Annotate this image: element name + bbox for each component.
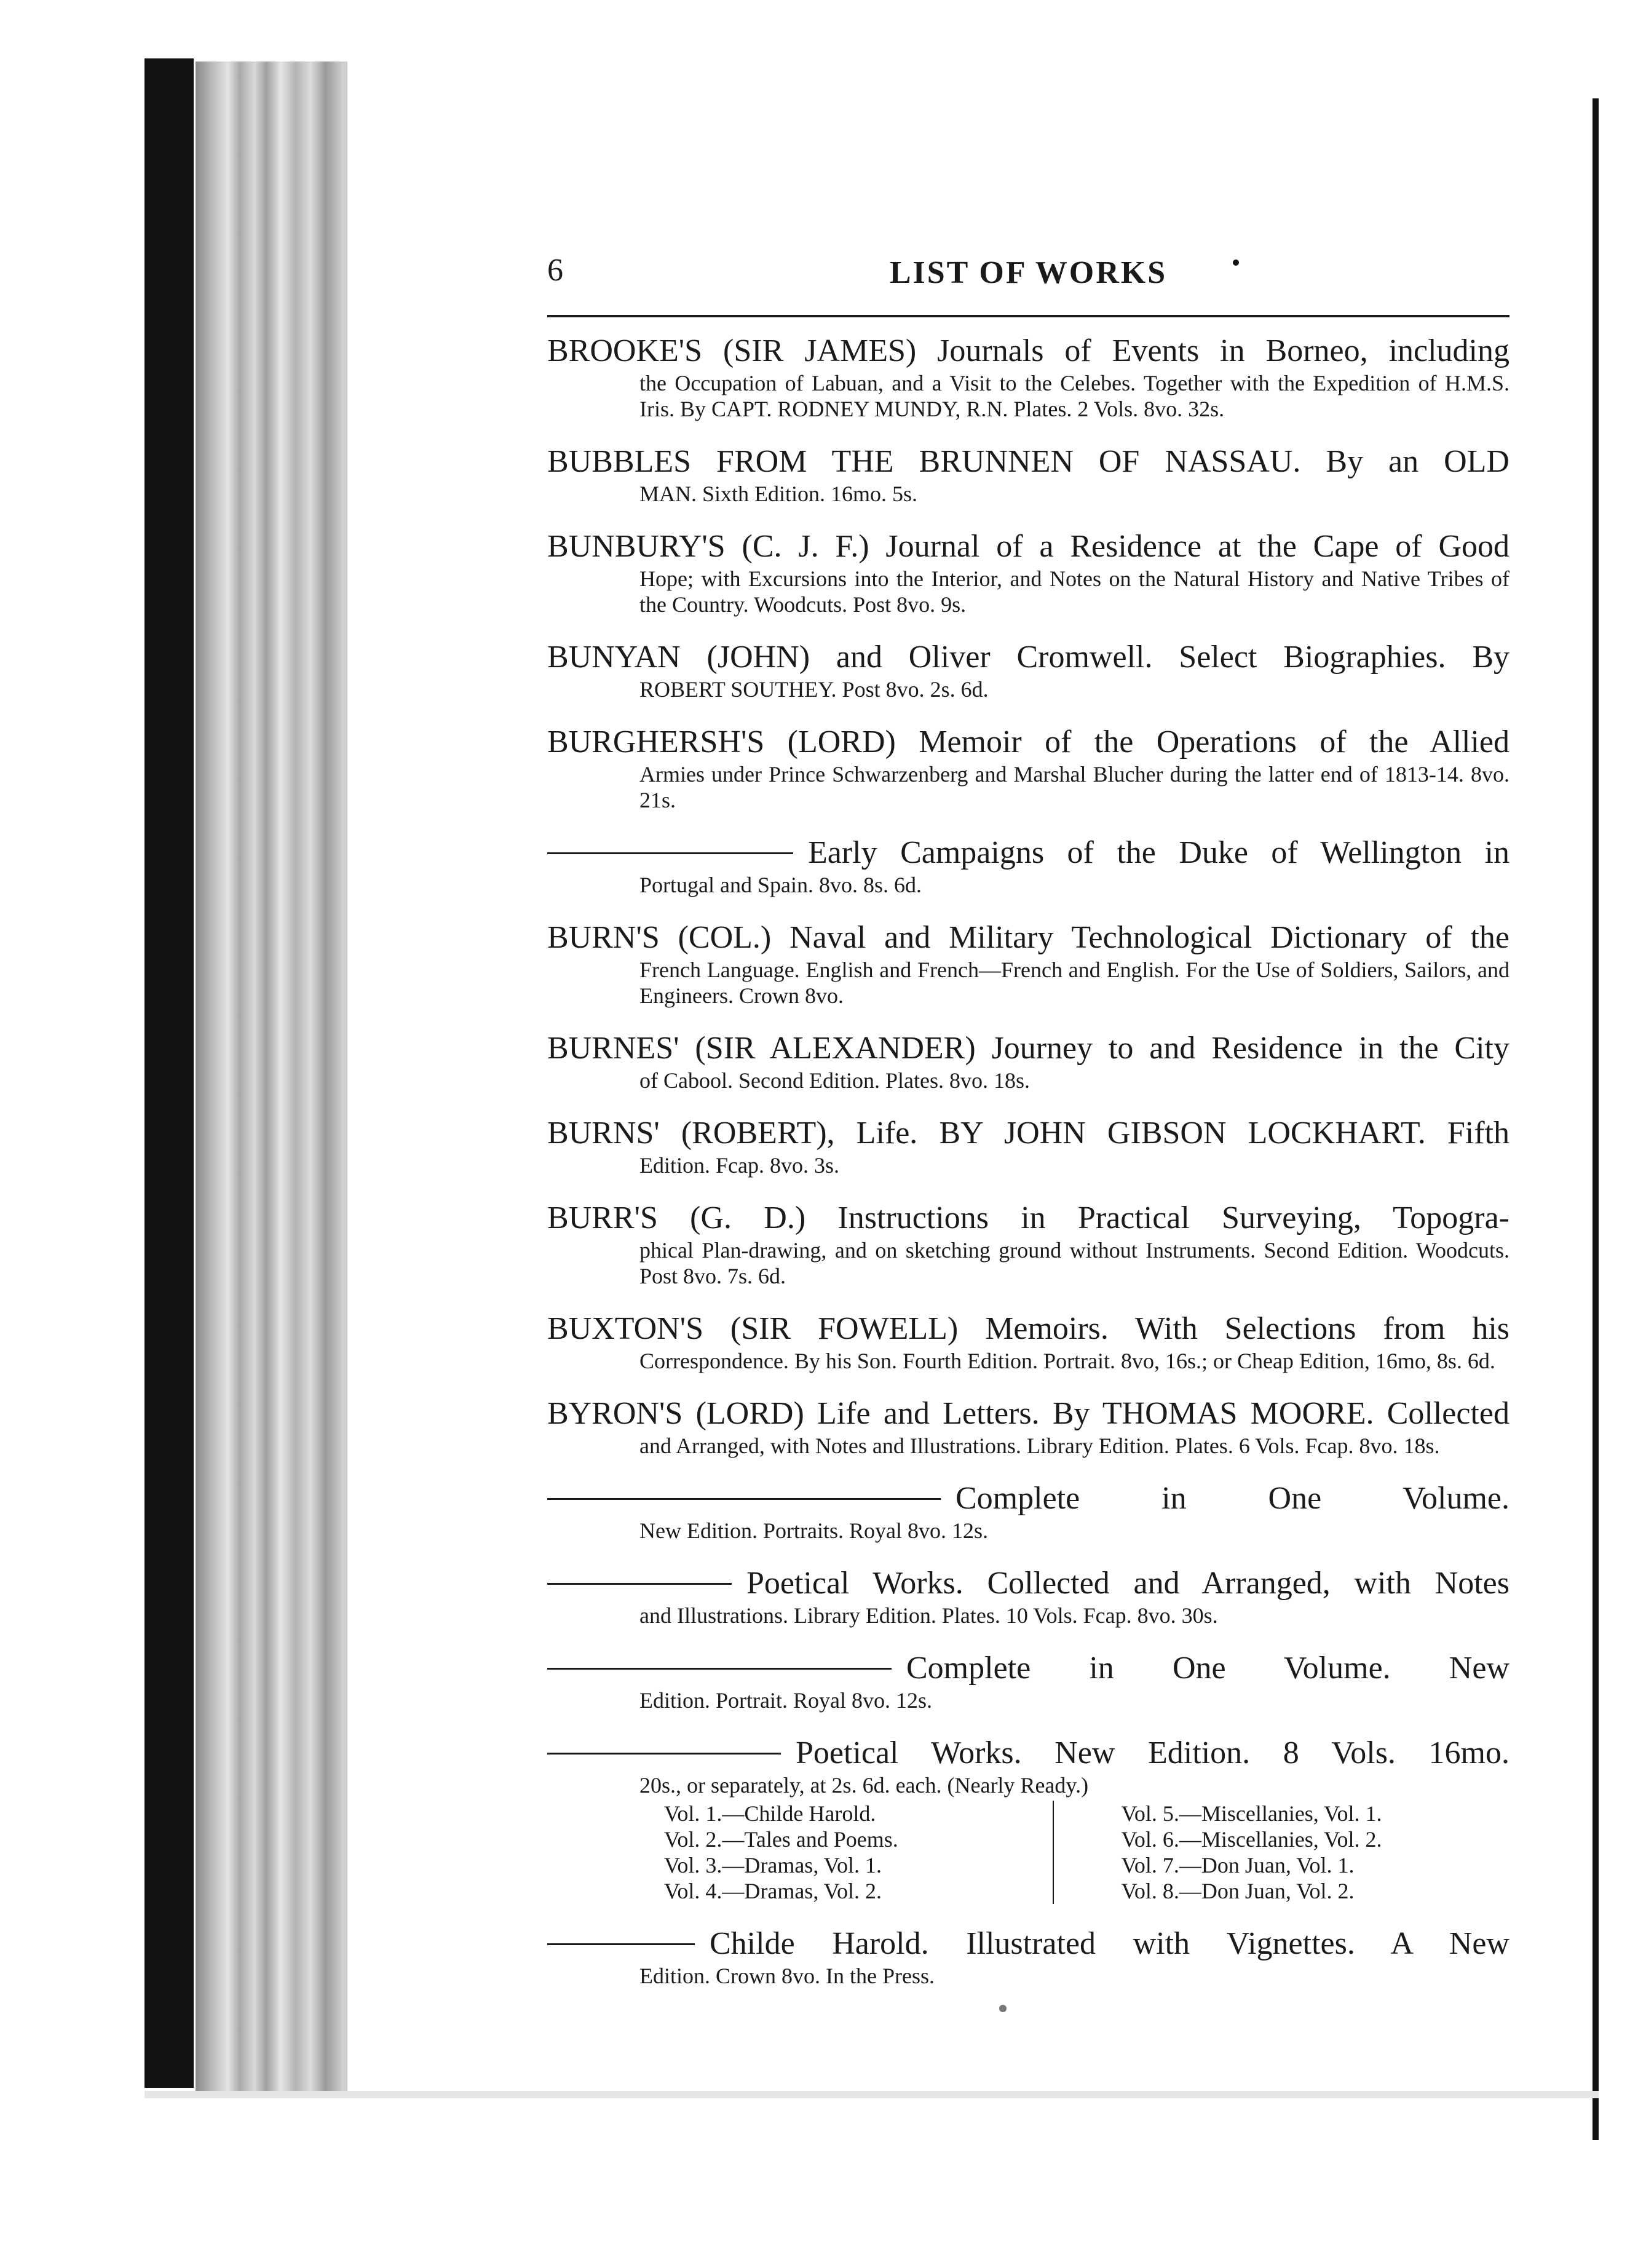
entry-heading: BURN'S (COL.) Naval and Military Technological Dictionary of the (547, 920, 1509, 955)
entry-heading-continued (547, 1480, 1509, 1518)
entry-heading: BUXTON'S (SIR FOWELL) Memoirs. With Selections from his (547, 1311, 1509, 1346)
entry-heading: BROOKE'S (SIR JAMES) Journals of Events in Borneo, including (547, 333, 1509, 368)
entry-heading: BUBBLES FROM THE BRUNNEN OF NASSAU. By an OLD (547, 444, 1509, 479)
volume-item: Vol. 4.—Dramas, Vol. 2. (664, 1879, 882, 1903)
volume-item: Vol. 8.—Don Juan, Vol. 2. (1121, 1879, 1355, 1903)
ink-speck (1233, 260, 1239, 266)
entry-heading: BUNYAN (JOHN) and Oliver Cromwell. Select Biographies. By (547, 640, 1509, 675)
entry-heading: BURGHERSH'S (LORD) Memoir of the Operations of the Allied (547, 724, 1509, 759)
catalogue-entry (547, 1310, 1509, 1374)
ditto-rule (547, 1753, 781, 1755)
ditto-rule (547, 1583, 732, 1585)
catalogue-entries (547, 332, 1509, 2010)
catalogue-entry (547, 1029, 1509, 1093)
volume-item: Vol. 1.—Childe Harold. (664, 1801, 876, 1826)
entry-heading-continued (547, 1564, 1509, 1603)
volume-item: Vol. 6.—Miscellanies, Vol. 2. (1121, 1827, 1382, 1852)
entry-heading: Poetical Works. Collected and Arranged, with Notes (746, 1566, 1509, 1601)
catalogue-entry (547, 1199, 1509, 1289)
entry-heading-continued (547, 1734, 1509, 1772)
entry-heading: BYRON'S (LORD) Life and Letters. By THOMAS MOORE. Collected (547, 1396, 1509, 1431)
catalogue-entry (547, 443, 1509, 507)
catalogue-entry (547, 528, 1509, 617)
book-page-edges (196, 61, 343, 2091)
entry-details: the Occupation of Labuan, and a Visit to the Celebes. Together with the Expedition of H.M.S. Iris. By CAPT. RODNEY MUNDY, R.N. Plates. 2 Vols. 8vo. 32s. (639, 371, 1509, 421)
entry-details: Armies under Prince Schwarzenberg and Marshal Blucher during the latter end of 1813-14. 8vo. 21s. (639, 762, 1509, 812)
book-page (347, 61, 1589, 2091)
entry-details: Portugal and Spain. 8vo. 8s. 6d. (639, 873, 922, 897)
entry-details: Hope; with Excursions into the Interior, and Notes on the Natural History and Native Tribes of the Country. Woodcuts. Post 8vo. 9s. (639, 566, 1509, 617)
entry-details: Edition. Portrait. Royal 8vo. 12s. (639, 1688, 932, 1713)
catalogue-entry (547, 332, 1509, 422)
entry-heading-continued (547, 1649, 1509, 1687)
ditto-rule (547, 852, 793, 854)
entry-heading: Poetical Works. New Edition. 8 Vols. 16mo. (796, 1735, 1509, 1770)
ditto-rule (547, 1943, 695, 1945)
scan-right-border (1593, 98, 1599, 2140)
entry-heading: BUNBURY'S (C. J. F.) Journal of a Residence at the Cape of Good (547, 529, 1509, 564)
catalogue-entry (547, 834, 1509, 898)
catalogue-entry (547, 1925, 1509, 1989)
page-title: LIST OF WORKS (889, 255, 1168, 290)
entry-details: MAN. Sixth Edition. 16mo. 5s. (639, 482, 918, 506)
volume-column-right (1053, 1801, 1510, 1904)
entry-heading: BURNS' (ROBERT), Life. BY JOHN GIBSON LOCKHART. Fifth (547, 1116, 1509, 1151)
catalogue-entry (547, 1114, 1509, 1178)
catalogue-entry (547, 919, 1509, 1009)
catalogue-entry (547, 723, 1509, 813)
volume-item: Vol. 3.—Dramas, Vol. 1. (664, 1853, 882, 1877)
entry-details: and Illustrations. Library Edition. Plates. 10 Vols. Fcap. 8vo. 30s. (639, 1603, 1218, 1628)
entry-details: Edition. Crown 8vo. In the Press. (639, 1964, 935, 1988)
entry-details: Correspondence. By his Son. Fourth Edition. Portrait. 8vo, 16s.; or Cheap Edition, 16mo, 8s. 6d. (639, 1349, 1495, 1373)
entry-heading: BURR'S (G. D.) Instructions in Practical Surveying, Topogra- (547, 1200, 1509, 1235)
volume-column-left (664, 1801, 1053, 1904)
scan-background (144, 58, 194, 2088)
volume-item: Vol. 7.—Don Juan, Vol. 1. (1121, 1853, 1355, 1877)
entry-details: 20s., or separately, at 2s. 6d. each. (Nearly Ready.) (639, 1773, 1089, 1798)
entry-heading: Childe Harold. Illustrated with Vignettes. A New (710, 1926, 1509, 1961)
entry-details: phical Plan-drawing, and on sketching ground without Instruments. Second Edition. Woodcuts. Post 8vo. 7s. 6d. (639, 1238, 1509, 1288)
entry-heading: Early Campaigns of the Duke of Wellington in (808, 835, 1509, 870)
entry-heading: Complete in One Volume. New (906, 1651, 1509, 1686)
entry-details: Edition. Fcap. 8vo. 3s. (639, 1153, 839, 1178)
entry-heading-continued (547, 1925, 1509, 1963)
volume-list (547, 1801, 1509, 1904)
catalogue-entry (547, 638, 1509, 702)
entry-details: New Edition. Portraits. Royal 8vo. 12s. (639, 1518, 988, 1543)
volume-item: Vol. 2.—Tales and Poems. (664, 1827, 898, 1852)
entry-details: French Language. English and French—French and English. For the Use of Soldiers, Sailors, and Engineers. Crown 8vo. (639, 958, 1509, 1008)
entry-heading-continued (547, 834, 1509, 872)
ink-speck (999, 2005, 1007, 2012)
entry-heading: BURNES' (SIR ALEXANDER) Journey to and Residence in the City (547, 1031, 1509, 1066)
volume-item: Vol. 5.—Miscellanies, Vol. 1. (1121, 1801, 1382, 1826)
header-rule (547, 315, 1509, 317)
ditto-rule (547, 1498, 941, 1500)
catalogue-entry (547, 1480, 1509, 1544)
ditto-rule (547, 1668, 892, 1670)
catalogue-entry (547, 1395, 1509, 1459)
entry-details: and Arranged, with Notes and Illustrations. Library Edition. Plates. 6 Vols. Fcap. 8vo. 18s. (639, 1433, 1440, 1458)
catalogue-entry (547, 1649, 1509, 1713)
entry-heading: Complete in One Volume. (956, 1481, 1509, 1516)
scan-bottom-border (144, 2091, 1599, 2098)
entry-details: of Cabool. Second Edition. Plates. 8vo. 18s. (639, 1068, 1030, 1093)
entry-details: ROBERT SOUTHEY. Post 8vo. 2s. 6d. (639, 677, 989, 702)
catalogue-entry (547, 1734, 1509, 1904)
page-gutter (341, 61, 347, 2091)
page-number: 6 (547, 253, 563, 288)
catalogue-entry (547, 1564, 1509, 1628)
